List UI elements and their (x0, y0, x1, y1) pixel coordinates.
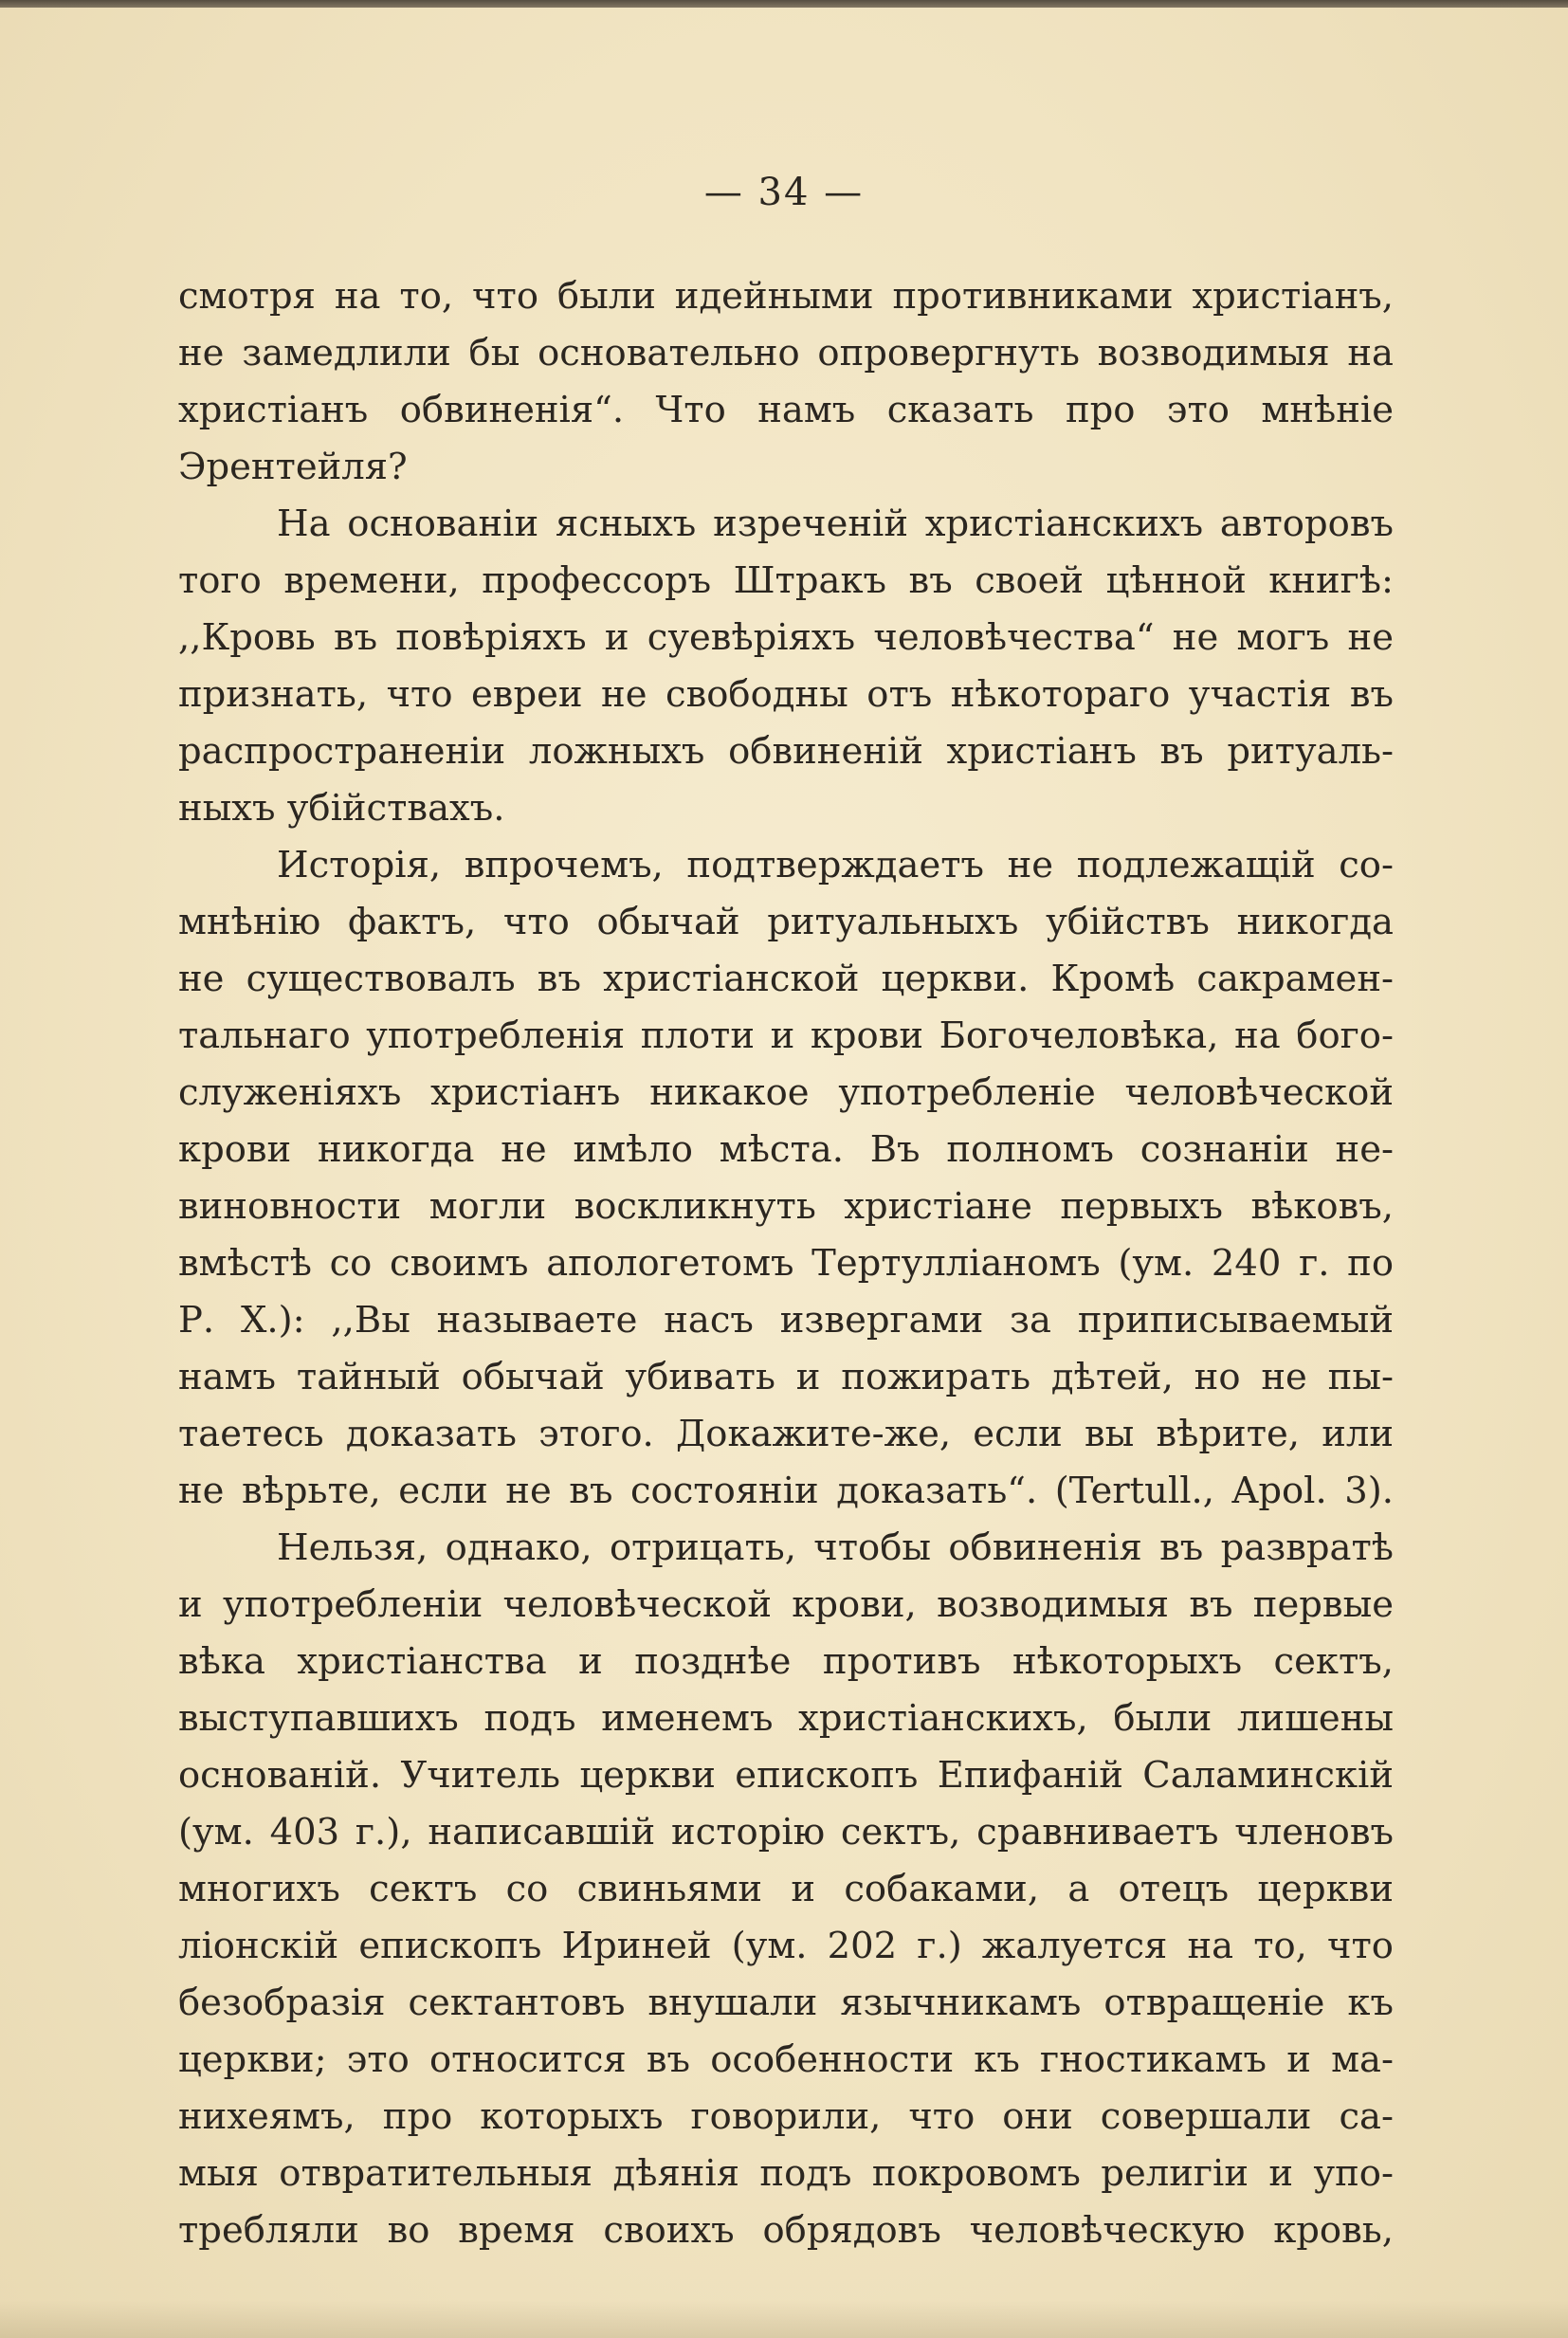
text-line: ,,Кровь въ повѣріяхъ и суевѣріяхъ человѣчества“ не могъ не (178, 616, 1394, 659)
text-line: мнѣнію фактъ, что обычай ритуальныхъ убійствъ никогда (178, 901, 1394, 943)
text-line: таетесь доказать этого. Докажите-же, если вы вѣрите, или (178, 1413, 1394, 1455)
text-line: служеніяхъ христіанъ никакое употребленіе человѣческой (178, 1071, 1394, 1114)
text-line: требляли во время своихъ обрядовъ человѣческую кровь, (178, 2209, 1394, 2252)
text-line: вмѣстѣ со своимъ апологетомъ Тертулліаномъ (ум. 240 г. по (178, 1242, 1394, 1285)
bottom-edge-shade (0, 2300, 1568, 2338)
text-line: крови никогда не имѣло мѣста. Въ полномъ сознаніи не- (178, 1128, 1394, 1171)
text-line: нихеямъ, про которыхъ говорили, что они совершали са- (178, 2095, 1394, 2138)
body-text (178, 268, 1394, 2259)
text-line: намъ тайный обычай убивать и пожирать дѣтей, но не пы- (178, 1356, 1394, 1398)
text-line: Эрентейля? (178, 446, 408, 488)
text-line: Р. Х.): ,,Вы называете насъ извергами за приписываемый (178, 1299, 1394, 1342)
text-line: вѣка христіанства и позднѣе противъ нѣкоторыхъ сектъ, (178, 1640, 1394, 1683)
text-line: многихъ сектъ со свиньями и собаками, а отецъ церкви (178, 1868, 1394, 1910)
text-line: На основаніи ясныхъ изреченій христіанскихъ авторовъ (277, 502, 1394, 545)
text-line: не вѣрьте, если не въ состояніи доказать“. (Tertull., Apol. 3). (178, 1470, 1394, 1512)
text-line: мыя отвратительныя дѣянія подъ покровомъ религіи и упо- (178, 2152, 1394, 2195)
text-line: церкви; это относится въ особенности къ гностикамъ и ма- (178, 2038, 1394, 2081)
text-line: Нельзя, однако, отрицать, чтобы обвиненія въ развратѣ (277, 1526, 1394, 1569)
text-line: того времени, профессоръ Штракъ въ своей цѣнной книгѣ: (178, 559, 1394, 602)
text-line: не замедлили бы основательно опровергнуть возводимыя на (178, 332, 1394, 374)
text-line: тальнаго употребленія плоти и крови Богочеловѣка, на бого- (178, 1014, 1394, 1057)
text-line: безобразія сектантовъ внушали язычникамъ отвращеніе къ (178, 1982, 1394, 2024)
text-line: распространеніи ложныхъ обвиненій христіанъ въ ритуаль- (178, 730, 1394, 773)
text-line: выступавшихъ подъ именемъ христіанскихъ, были лишены (178, 1697, 1394, 1740)
text-line: виновности могли воскликнуть христіане первыхъ вѣковъ, (178, 1185, 1394, 1228)
text-line: основаній. Учитель церкви епископъ Епифаній Саламинскій (178, 1754, 1394, 1797)
text-line: смотря на то, что были идейными противниками христіанъ, (178, 275, 1394, 318)
top-edge-rule (0, 0, 1568, 8)
page-number: — 34 — (703, 171, 865, 214)
text-line: ныхъ убійствахъ. (178, 787, 505, 830)
text-line: признать, что евреи не свободны отъ нѣкотораго участія въ (178, 673, 1394, 716)
text-line: христіанъ обвиненія“. Что намъ сказать про это мнѣніе (178, 389, 1394, 431)
text-line: ліонскій епископъ Ириней (ум. 202 г.) жалуется на то, что (178, 1925, 1394, 1967)
text-line: Исторія, впрочемъ, подтверждаетъ не подлежащій со- (277, 844, 1394, 886)
text-line: и употребленіи человѣческой крови, возводимыя въ первые (178, 1583, 1394, 1626)
text-line: (ум. 403 г.), написавшій исторію сектъ, сравниваетъ членовъ (178, 1811, 1394, 1854)
text-line: не существовалъ въ христіанской церкви. Кромѣ сакрамен- (178, 958, 1394, 1000)
